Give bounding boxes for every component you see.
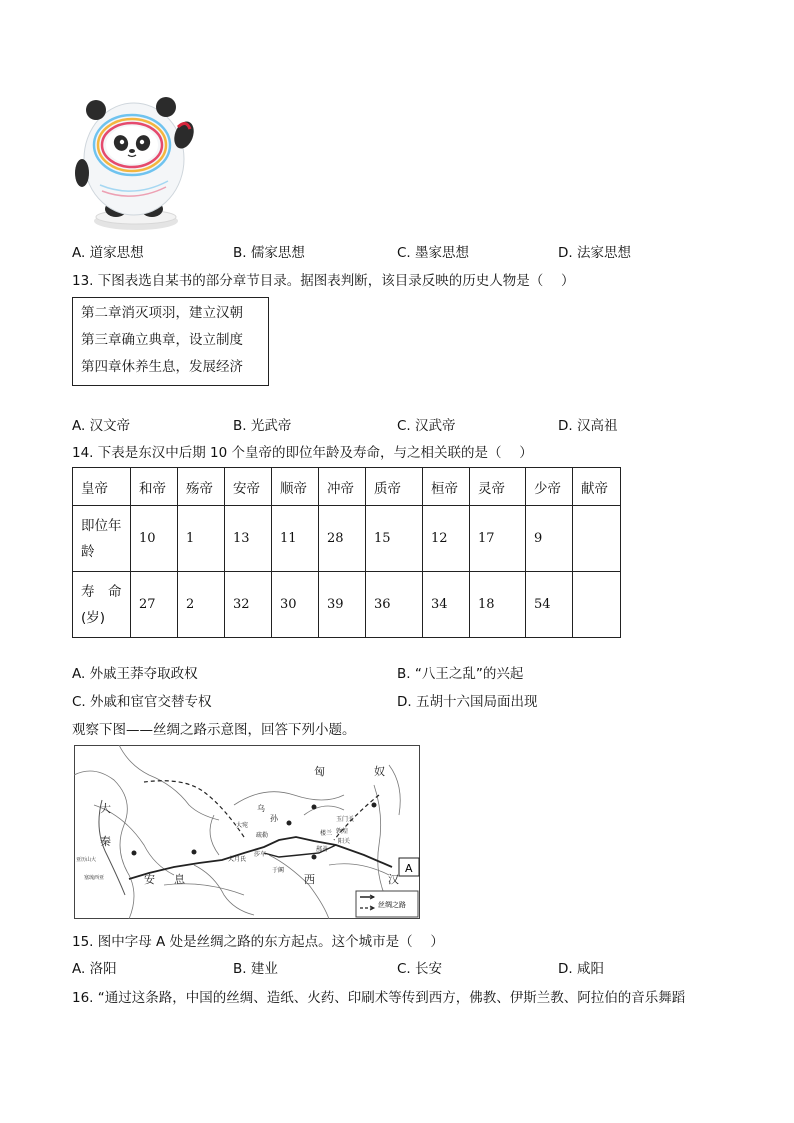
chapter-list-box [72, 297, 269, 386]
age-cell [573, 506, 621, 572]
chapter-item: 第二章消灭项羽，建立汉朝 [81, 305, 243, 321]
emperor-cell: 殇帝 [178, 468, 225, 506]
map-label: 息 [174, 873, 185, 886]
table-row-lifespan [73, 572, 621, 638]
emperor-cell: 冲帝 [319, 468, 366, 506]
q15-stem: 15. 图中字母 A 处是丝绸之路的东方起点。这个城市是（ ） [72, 934, 444, 950]
q12-option-d[interactable]: D. 法家思想 [558, 245, 631, 261]
q13-option-a[interactable]: A. 汉文帝 [72, 418, 131, 434]
emperor-cell: 顺帝 [272, 468, 319, 506]
q12-option-c[interactable]: C. 墨家思想 [397, 245, 470, 261]
map-label: 奴 [374, 765, 385, 778]
map-label: 西 [304, 873, 315, 886]
age-cell: 15 [366, 506, 423, 572]
lifespan-cell: 2 [178, 572, 225, 638]
q13-option-c[interactable]: C. 汉武帝 [397, 418, 456, 434]
emperor-cell: 安帝 [225, 468, 272, 506]
row-header [73, 572, 131, 638]
q15-option-a[interactable]: A. 洛阳 [72, 961, 117, 977]
map-label: 乌 [257, 804, 265, 813]
lifespan-cell: 54 [526, 572, 573, 638]
q12-option-a[interactable]: A. 道家思想 [72, 245, 144, 261]
map-label: 阳关 [338, 838, 351, 845]
lifespan-cell [573, 572, 621, 638]
age-cell: 13 [225, 506, 272, 572]
age-cell: 12 [423, 506, 470, 572]
lifespan-cell: 36 [366, 572, 423, 638]
q15-option-c[interactable]: C. 长安 [397, 961, 443, 977]
row-header-line: (岁) [81, 609, 106, 626]
emperor-cell: 桓帝 [423, 468, 470, 506]
emperor-table [72, 467, 621, 638]
row-header [73, 506, 131, 572]
row-header-line: 龄 [81, 543, 95, 560]
age-cell: 28 [319, 506, 366, 572]
map-label: 匈 [314, 765, 325, 778]
map-label: 大 [100, 802, 111, 815]
table-row-emperor [73, 468, 621, 506]
q12-option-b[interactable]: B. 儒家思想 [233, 245, 305, 261]
mascot-figure [70, 93, 202, 233]
table-row-accession-age [73, 506, 621, 572]
q13-option-d[interactable]: D. 汉高祖 [558, 418, 618, 434]
q13-option-b[interactable]: B. 光武帝 [233, 418, 292, 434]
map-label: 楼兰 [320, 830, 333, 837]
q14-option-a[interactable]: A. 外戚王莽夺取政权 [72, 666, 198, 682]
q13-stem: 13. 下图表选自某书的部分章节目录。据图表判断，该目录反映的历史人物是（ ） [72, 273, 575, 289]
age-cell: 17 [470, 506, 526, 572]
row-header: 皇帝 [73, 468, 131, 506]
age-cell: 1 [178, 506, 225, 572]
map-legend: 丝绸之路 [378, 901, 406, 909]
q14-option-d[interactable]: D. 五胡十六国局面出现 [397, 694, 538, 710]
map-label: 玉门关 [336, 816, 355, 823]
age-cell: 9 [526, 506, 573, 572]
age-cell: 11 [272, 506, 319, 572]
q16-stem: 16. “通过这条路，中国的丝绸、造纸、火药、印刷术等传到西方，佛教、伊斯兰教、阿拉伯的音乐舞蹈 [72, 990, 686, 1006]
map-label: 疏勒 [256, 832, 269, 839]
map-marker-a: A [405, 862, 413, 875]
q14-option-b[interactable]: B. “八王之乱”的兴起 [397, 666, 524, 682]
map-label: 安 [144, 873, 155, 886]
emperor-cell: 质帝 [366, 468, 423, 506]
age-cell: 10 [131, 506, 178, 572]
row-header-line: 寿 命 [81, 583, 122, 600]
q14-stem: 14. 下表是东汉中后期 10 个皇帝的即位年龄及寿命，与之相关联的是（ ） [72, 445, 533, 461]
map-label: 鄯善 [316, 846, 329, 853]
lifespan-cell: 27 [131, 572, 178, 638]
map-label: 大月氏 [228, 856, 247, 863]
emperor-cell: 和帝 [131, 468, 178, 506]
lifespan-cell: 30 [272, 572, 319, 638]
emperor-cell: 灵帝 [470, 468, 526, 506]
lifespan-cell: 32 [225, 572, 272, 638]
emperor-cell: 少帝 [526, 468, 573, 506]
q15-option-b[interactable]: B. 建业 [233, 961, 278, 977]
emperor-cell: 献帝 [573, 468, 621, 506]
map-intro: 观察下图——丝绸之路示意图，回答下列小题。 [72, 722, 356, 738]
map-label: 敦煌 [336, 828, 349, 835]
map-label: 大宛 [236, 822, 249, 829]
map-label: 于阗 [272, 867, 285, 874]
map-label: 塞琉西亚 [84, 875, 105, 881]
lifespan-cell: 18 [470, 572, 526, 638]
lifespan-cell: 34 [423, 572, 470, 638]
map-label: 孙 [270, 814, 278, 823]
map-label: 莎车 [254, 851, 267, 858]
row-header-line: 即位年 [81, 517, 122, 534]
q15-option-d[interactable]: D. 咸阳 [558, 961, 604, 977]
map-label: 汉 [388, 873, 399, 886]
lifespan-cell: 39 [319, 572, 366, 638]
chapter-item: 第三章确立典章，设立制度 [81, 332, 243, 348]
silk-road-map [74, 745, 420, 919]
chapter-item: 第四章休养生息，发展经济 [81, 359, 243, 375]
map-label: 秦 [100, 835, 111, 848]
map-label: 亚历山大 [76, 857, 97, 863]
q14-option-c[interactable]: C. 外戚和宦官交替专权 [72, 694, 212, 710]
